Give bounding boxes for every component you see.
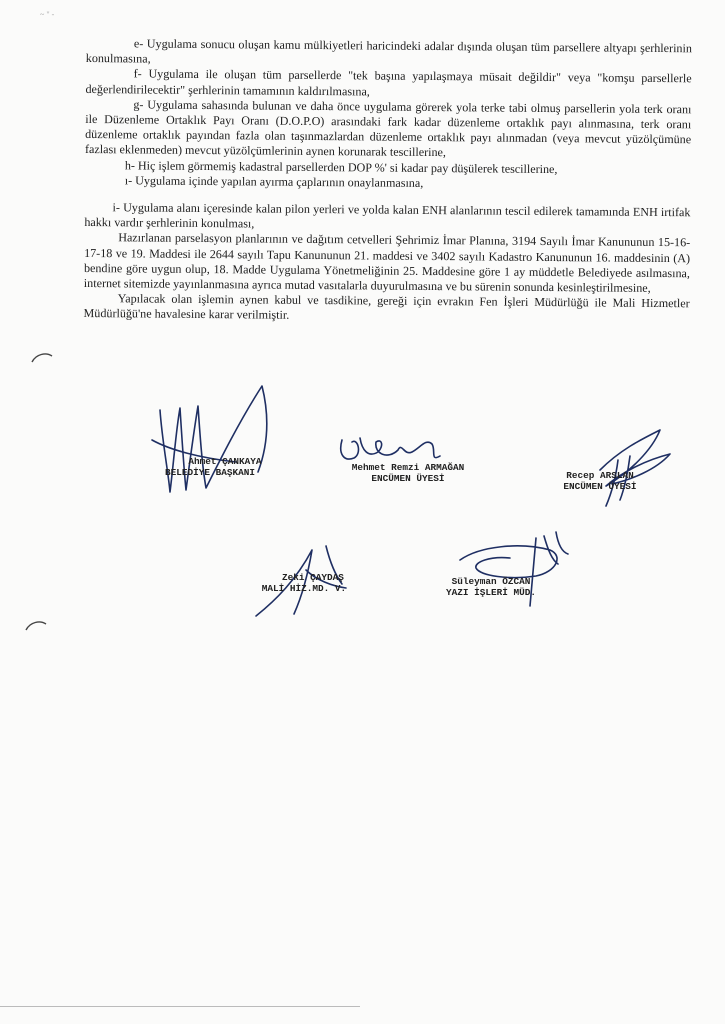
signature-uye2-ink [560,420,680,510]
item-f: f- Uygulama ile oluşan tüm parsellerde "tek başına yapılaşmaya müsait değildir" veya "komşu parsellerle değerlendirilecektir" şerhlerinin tamamının kaldırılmasına, [85,66,692,99]
bottom-scan-edge [0,1006,360,1007]
signature-block-mali [244,572,364,594]
signature-name: Zeki ÇAYDAŞ [282,572,344,583]
decision-paragraph: Yapılacak olan işlemin aynen kabul ve tasdikine, gereği için evrakın Fen İşleri Müdürlüğü ile Mali Hizmetler Müdürlüğü'ne havalesine karar verilmiştir. [83,291,690,323]
hole-punch-mark-upper [30,350,54,364]
signature-title: ENCÜMEN ÜYESİ [563,481,637,492]
signature-block-baskan [150,456,270,478]
signature-title: MALİ HİZ.MD. V. [261,583,347,594]
signature-baskan-ink [140,380,290,500]
signature-name: Ahmet ÇANKAYA [188,456,262,467]
item-h: h- Hiç işlem görmemiş kadastral parsellerden DOP %' si kadar pay düşülerek tescillerine, [124,157,558,176]
signature-title: BELEDİYE BAŞKANI [164,467,255,478]
signature-name: Mehmet Remzi ARMAĞAN [351,462,465,473]
item-e: e- Uygulama sonucu oluşan kamu mülkiyetleri haricindeki adalar dışında oluşan tüm parsellere altyapı şerhlerinin konulmasına, [85,36,692,66]
legal-basis-paragraph: Hazırlanan parselasyon planlarının ve dağıtım cetvelleri Şehrimiz İmar Planına, 3194 Sayılı İmar Kanununun 15-16-17-18 ve 19. Maddesi ile 2644 sayılı Tapu Kanununun 21. maddesi ve 3402 sayılı Kadastro Kanununun 16. maddesinin (A) bendine göre uygun olup, 18. Madde Uygulama Yönetmeliğinin 25. Maddesine göre 1 ay müddetle Belediyede asılmasına, internet sitemizde yayınlanmasına ayrıca mutad vasıtalarla duyurulmasına ve bu sürenin sonunda kesinleştirilmesine, [83,230,691,295]
hole-punch-mark-lower [24,618,48,632]
signature-title: ENCÜMEN ÜYESİ [371,473,445,484]
signature-name: Recep ARSLAN [566,470,634,481]
signature-block-uye2 [540,470,660,492]
signature-title: YAZI İŞLERİ MÜD. [445,587,536,598]
decision-body [84,36,692,327]
signature-block-yazi [416,576,566,598]
item-g: g- Uygulama sahasında bulunan ve daha önce uygulama görerek yola terke tabi olmuş parsellerin yola terk oranı ile Düzenleme Ortaklık Payı Oranı (D.O.P.O) arasındaki fark kadar düzenleme ortaklık payı alınmasına, terk oranı düzenleme ortaklık payından fazla olan taşınmazlardan düzenleme ortaklık payı alınmadan (veya mevcut yüzölçümüne fazlası eklenmeden) mevcut yüzölçümlerinin aynen korunarak tescillerine, [84,97,692,160]
signature-block-uye1 [328,462,488,484]
item-i: i- Uygulama alanı içeresinde kalan pilon yerleri ve yolda kalan ENH alanlarının tescil edilerek tamamında ENH irtifak hakkı vardır şerhlerinin konulması, [84,200,691,231]
header-scan-mark: ~ " - [40,10,55,19]
item-i-dotless: ı- Uygulama içinde yapılan ayırma çaplarının onaylanmasına, [124,173,424,190]
signature-name: Süleyman ÖZCAN [451,576,531,587]
